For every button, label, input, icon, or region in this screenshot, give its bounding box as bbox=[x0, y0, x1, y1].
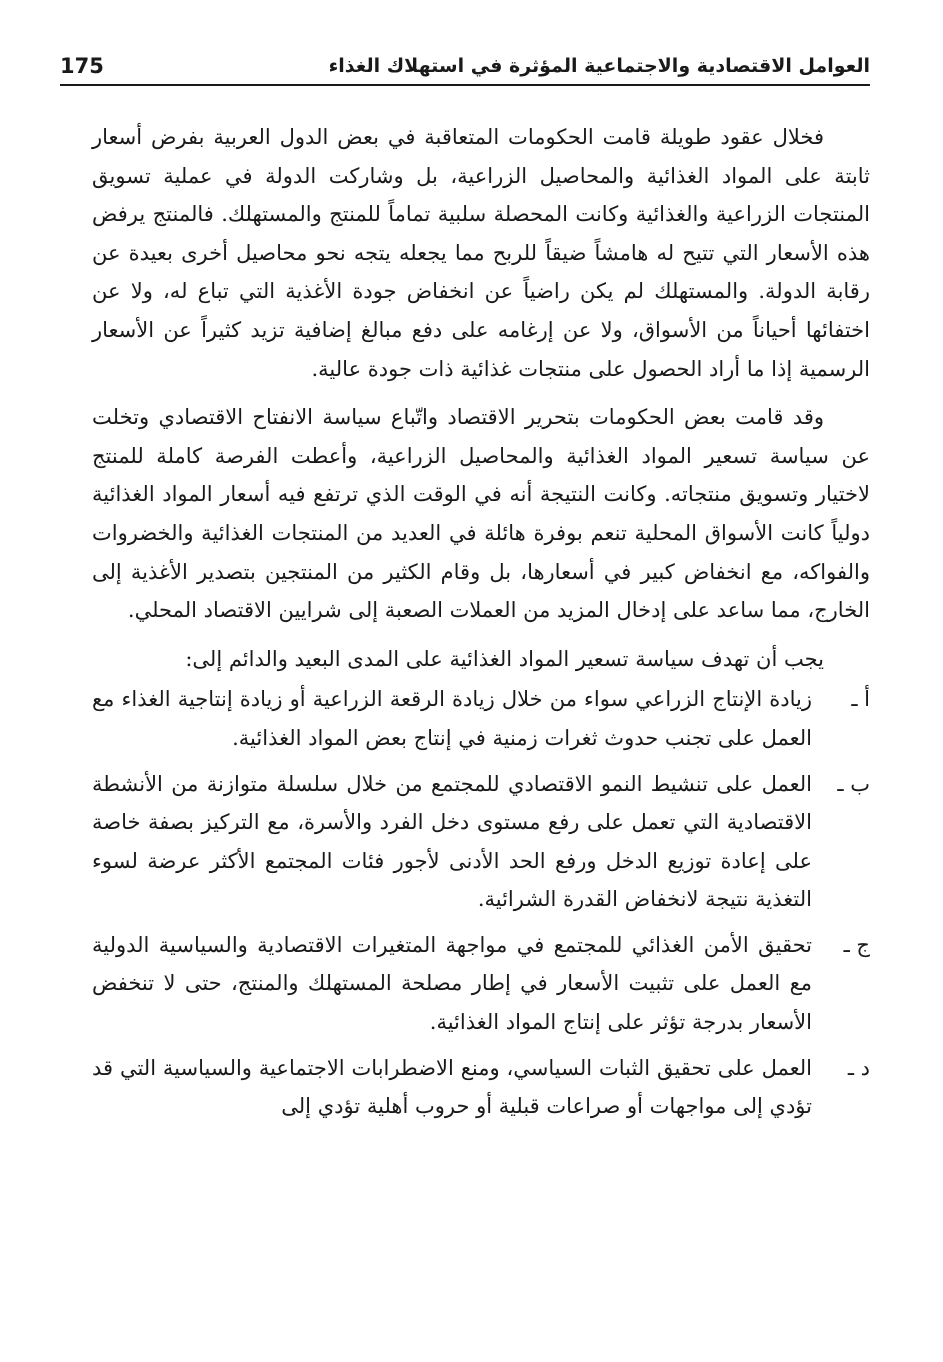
list-item-a bbox=[92, 680, 870, 757]
list-item-c bbox=[92, 926, 870, 1042]
list-item-text: العمل على تنشيط النمو الاقتصادي للمجتمع من خلال سلسلة متوازنة من الأنشطة الاقتصادية التي تعمل على رفع مستوى دخل الفرد والأسرة، مع التركيز بصفة خاصة على إعادة توزيع الدخل ورفع الحد الأدنى لأجور فئات المجتمع الأكثر عرضة لسوء التغذية نتيجة لانخفاض القدرة الشرائية. bbox=[92, 771, 812, 912]
list-item-b bbox=[92, 765, 870, 919]
paragraph-2: وقد قامت بعض الحكومات بتحرير الاقتصاد واتّباع سياسة الانفتاح الاقتصادي وتخلت عن سياسة تسعير المواد الغذائية والمحاصيل الزراعية، وأعطت الفرصة كاملة للمنتج لاختيار وتسويق منتجاته. وكانت النتيجة أنه في الوقت الذي ترتفع فيه أسعار المواد الغذائية دولياً كانت الأسواق المحلية تنعم بوفرة هائلة في العديد من المنتجات الغذائية والخضروات والفواكه، مع انخفاض كبير في أسعارها، بل وقام الكثير من المنتجين بتصدير الأغذية إلى الخارج، مما ساعد على إدخال المزيد من العملات الصعبة إلى شرايين الاقتصاد المحلي. bbox=[92, 405, 870, 623]
page-body bbox=[92, 118, 870, 1133]
paragraph-1: فخلال عقود طويلة قامت الحكومات المتعاقبة في بعض الدول العربية بفرض أسعار ثابتة على المواد الغذائية والمحاصيل الزراعية، بل وشاركت الدولة في عملية تسويق المنتجات الزراعية والغذائية وكانت المحصلة سلبية تماماً للمنتج والمستهلك. فالمنتج يرفض هذه الأسعار التي تتيح له هامشاً ضيقاً للربح مما يجعله يتجه نحو محاصيل أخرى بعيدة عن رقابة الدولة. والمستهلك لم يكن راضياً عن انخفاض جودة الأغذية التي تباع له، ولا عن اختفائها أحياناً من الأسواق، ولا عن إرغامه على دفع مبالغ إضافية تزيد كثيراً عن الأسعار الرسمية إذا ما أراد الحصول على منتجات غذائية ذات جودة عالية. bbox=[92, 125, 870, 381]
list-item-text: العمل على تحقيق الثبات السياسي، ومنع الاضطرابات الاجتماعية والسياسية التي قد تؤدي إلى مواجهات أو صراعات قبلية أو حروب أهلية تؤدي إلى bbox=[92, 1055, 812, 1119]
list-item-d bbox=[92, 1049, 870, 1126]
running-header bbox=[60, 48, 870, 86]
list-item-text: تحقيق الأمن الغذائي للمجتمع في مواجهة المتغيرات الاقتصادية والسياسية الدولية مع العمل على تثبيت الأسعار في إطار مصلحة المستهلك والمنتج، حتى لا تنخفض الأسعار بدرجة تؤثر على إنتاج المواد الغذائية. bbox=[92, 932, 812, 1035]
page-number: 175 bbox=[60, 54, 104, 78]
list-intro: يجب أن تهدف سياسة تسعير المواد الغذائية على المدى البعيد والدائم إلى: bbox=[185, 646, 824, 671]
list-marker: ج ـ bbox=[843, 932, 870, 957]
list-marker: د ـ bbox=[847, 1055, 870, 1080]
list-marker: أ ـ bbox=[851, 687, 870, 712]
list-marker: ب ـ bbox=[837, 771, 870, 796]
list-item-text: زيادة الإنتاج الزراعي سواء من خلال زيادة الرقعة الزراعية أو زيادة إنتاجية الغذاء مع العمل على تجنب حدوث ثغرات زمنية في إنتاج بعض المواد الغذائية. bbox=[92, 687, 812, 750]
header-title: العوامل الاقتصادية والاجتماعية المؤثرة في استهلاك الغذاء bbox=[328, 55, 870, 77]
